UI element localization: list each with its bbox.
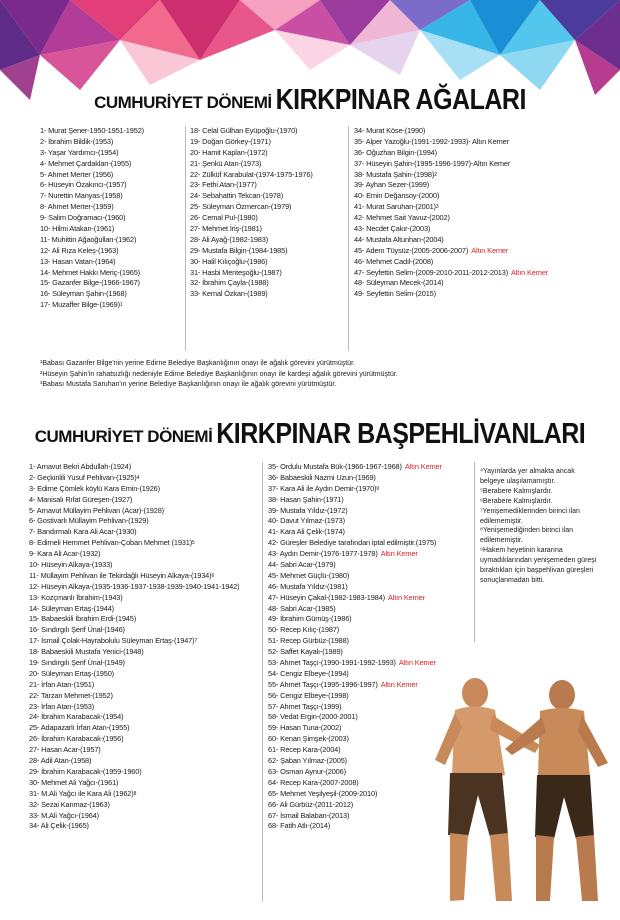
list-item <box>29 549 239 560</box>
list-item <box>29 614 239 625</box>
list-item-text: 41- Kara Ali Çelik-(1974) <box>268 527 345 537</box>
list-item <box>29 636 239 647</box>
footnote-marker: 7 <box>194 638 198 645</box>
footnote-marker: 5 <box>192 540 195 547</box>
list-item-text: 46- Mustafa Yıldız-(1981) <box>268 581 348 591</box>
list-item-text: 31- M.Ali Yağcı ile Kara Ali (1962) <box>29 788 134 798</box>
golden-belt-badge: Altın Kemer <box>404 462 442 471</box>
list-item-text: 13- Hasan Vatan-(1964) <box>40 256 116 266</box>
agha-list-column-1 <box>40 126 144 311</box>
list-item <box>29 712 239 723</box>
list-item-text: 43- Aydın Demir-(1976-1977-1978) <box>268 549 378 559</box>
list-item-text: 28- Ali Ayağ-(1982-1983) <box>190 234 269 244</box>
list-item-text: 31- Hasbi Menteşoğlu-(1987) <box>190 267 282 277</box>
list-item-text: 3- Yaşar Yardımcı-(1954) <box>40 147 119 157</box>
list-item-text: 47- Seyfettin Selim-(2009-2010-2011-2012-2013) <box>354 267 509 277</box>
list-item <box>29 625 239 636</box>
list-item-text: 10- Hüseyin Alkaya-(1933) <box>29 560 113 570</box>
list-item-text: 33- Kemal Özkan-(1989) <box>190 289 268 299</box>
list-item-text: 35- Alper Yazoğlu-(1991-1992-1993)- Altın Kemer <box>354 136 509 146</box>
list-item-text: 34- Ali Çelik-(1965) <box>29 821 89 831</box>
footnote: ⁹Hakem heyetinin kararına uymadıklarından yenişemeden güreşi bıraktıkları için başpehlivan güreşleri sonuçlanmadan bitti. <box>480 547 597 584</box>
list-item <box>29 691 239 702</box>
list-item-text: 36- Babaeskili Nazmi Uzun-(1969) <box>268 472 376 482</box>
list-item-text: 46- Mehmet Cadıl-(2008) <box>354 256 434 266</box>
footnote: ⁵Berabere Kalmışlardır. <box>480 487 553 495</box>
list-item <box>190 289 313 300</box>
list-item-text: 23- İrfan Atan-(1953) <box>29 701 95 711</box>
list-item <box>268 462 442 473</box>
list-item <box>190 180 313 191</box>
list-item-text: 11- Muhittin Ağaoğulları-(1962) <box>40 234 137 244</box>
list-item-text: 57- Ahmet Taşçı-(1999) <box>268 701 342 711</box>
list-item-text: 47- Hüseyin Çakal-(1982-1983-1984) <box>268 592 385 602</box>
baspehlivan-footnotes <box>480 467 600 586</box>
list-item <box>40 137 144 148</box>
list-item-text: 58- Vedat Ergin-(2000-2001) <box>268 712 358 722</box>
list-item <box>29 778 239 789</box>
golden-belt-badge: Altın Kemer <box>380 679 418 689</box>
list-item <box>40 268 144 279</box>
list-item-text: 14- Süleyman Ertaş-(1944) <box>29 603 114 613</box>
list-item-text: 21- Şenkü Atan-(1973) <box>190 158 262 168</box>
list-item <box>190 170 313 181</box>
list-item-text: 56- Cengiz Elbeye-(1998) <box>268 690 349 700</box>
list-item-text: 12- Ali Rıza Keleş-(1963) <box>40 245 119 255</box>
list-item <box>268 702 442 713</box>
list-item <box>354 191 548 202</box>
list-item <box>354 246 548 257</box>
list-item <box>40 257 144 268</box>
baspehlivan-list-column-2 <box>268 462 442 832</box>
list-item-text: 15- Gazanfer Bilge-(1966-1967) <box>40 278 140 288</box>
list-item-text: 26- Cemal Pul-(1980) <box>190 213 258 223</box>
list-item <box>40 180 144 191</box>
list-item-text: 55- Ahmet Taşçı-(1995-1996-1997) <box>268 679 378 689</box>
list-item <box>354 170 548 181</box>
list-item-text: 53- Ahmet Taşçı-(1990-1991-1992-1993) <box>268 658 396 668</box>
list-item <box>268 506 442 517</box>
list-item <box>190 202 313 213</box>
list-item <box>29 462 239 473</box>
list-item-text: 59- Hasan Tuna-(2002) <box>268 723 342 733</box>
list-item-text: 14- Mehmet Hakkı Meriç-(1965) <box>40 267 140 277</box>
footnote: ¹Babası Gazanfer Bilge'nin yerine Edirne Belediye Başkanlığının onayı ile ağalık görevini yürütmüştür. <box>40 360 355 367</box>
list-item <box>268 669 442 680</box>
list-item <box>268 658 442 669</box>
baspehlivan-list-column-1 <box>29 462 239 832</box>
list-item-text: 4- Mehmet Çardakları-(1955) <box>40 158 132 168</box>
list-item <box>268 821 442 832</box>
list-item <box>268 527 442 538</box>
list-item <box>268 800 442 811</box>
list-item <box>29 604 239 615</box>
list-item <box>40 213 144 224</box>
list-item-text: 25- Süleyman Özmercan-(1979) <box>190 202 292 212</box>
list-item-text: 42- Güreşler Belediye tarafından iptal edilmiştir.(1975) <box>268 538 437 548</box>
list-item-text: 60- Kenan Şimşek-(2003) <box>268 734 349 744</box>
column-divider <box>185 126 186 351</box>
list-item-text: 44- Sabri Acar-(1979) <box>268 560 336 570</box>
list-item-text: 44- Mustafa Altunhan-(2004) <box>354 234 444 244</box>
list-item <box>354 126 548 137</box>
list-item <box>268 614 442 625</box>
baspehlivan-title-main: KIRKPINAR BAŞPEHLİVANLARI <box>216 417 586 451</box>
list-item <box>268 538 442 549</box>
list-item <box>29 821 239 832</box>
list-item <box>40 300 144 311</box>
golden-belt-badge: Altın Kemer <box>511 267 548 277</box>
list-item-text: 10- Hilmi Atakan-(1961) <box>40 224 115 234</box>
list-item <box>190 257 313 268</box>
list-item <box>29 658 239 669</box>
agha-list-column-3 <box>354 126 548 300</box>
list-item <box>29 734 239 745</box>
footnote-marker: 6 <box>211 572 215 579</box>
footnote-marker: 3 <box>435 204 439 211</box>
list-item <box>268 756 442 767</box>
list-item-text: 64- Recep Kara-(2007-2008) <box>268 777 359 787</box>
list-item-text: 19- Sındırgılı Şerif Ünal-(1949) <box>29 658 125 668</box>
list-item <box>29 647 239 658</box>
list-item <box>190 278 313 289</box>
footnote-marker: 4 <box>136 474 140 481</box>
list-item <box>268 712 442 723</box>
list-item-text: 54- Cengiz Elbeye-(1994) <box>268 668 349 678</box>
list-item-text: 11- Müllayim Pehlivan ile Tekirdağlı Hüseyin Alkaya-(1934) <box>29 570 212 580</box>
list-item-text: 40- Davut Yılmaz-(1973) <box>268 516 345 526</box>
list-item <box>354 224 548 235</box>
list-item-text: 9- Salim Doğramacı-(1960) <box>40 213 126 223</box>
list-item <box>268 789 442 800</box>
agha-list-column-2 <box>190 126 313 300</box>
list-item-text: 66- Ali Gürbüz-(2011-2012) <box>268 799 354 809</box>
list-item <box>268 484 442 495</box>
list-item <box>268 549 442 560</box>
list-item <box>268 745 442 756</box>
footnote-marker: 8 <box>133 790 137 797</box>
list-item <box>29 767 239 778</box>
list-item-text: 51- Recep Gürbüz-(1988) <box>268 636 349 646</box>
list-item <box>40 278 144 289</box>
list-item <box>268 691 442 702</box>
list-item-text: 24- Sebahattin Tekcan-(1978) <box>190 191 284 201</box>
list-item-text: 16- Süleyman Şahin-(1968) <box>40 289 127 299</box>
list-item-text: 2- Geçkinlili Yusuf Pehlivan-(1925) <box>29 472 137 482</box>
list-item <box>354 268 548 279</box>
list-item <box>29 811 239 822</box>
footnote: ⁸Yenişemediğinden birinci ilan edilememiştir. <box>480 527 573 545</box>
list-item <box>268 636 442 647</box>
list-item <box>29 800 239 811</box>
list-item-text: 42- Mehmet Sait Yavuz-(2002) <box>354 213 450 223</box>
list-item <box>268 647 442 658</box>
list-item <box>40 235 144 246</box>
list-item-text: 49- İbrahim Gümüş-(1986) <box>268 614 352 624</box>
list-item <box>29 702 239 713</box>
list-item <box>29 593 239 604</box>
list-item-text: 3- Edirne Çömlek köylü Kara Emin-(1926) <box>29 483 160 493</box>
list-item <box>268 767 442 778</box>
list-item-text: 13- Kozçmanlı İbrahim-(1943) <box>29 592 123 602</box>
list-item-text: 6- Gostivarlı Müllayim Pehlivan-(1929) <box>29 516 149 526</box>
list-item <box>354 213 548 224</box>
list-item <box>354 202 548 213</box>
list-item <box>268 582 442 593</box>
list-item <box>190 213 313 224</box>
column-divider <box>262 462 263 902</box>
list-item <box>190 235 313 246</box>
footnote-marker: 9 <box>376 485 380 492</box>
list-item-text: 24- İbrahim Karabacak-(1954) <box>29 712 124 722</box>
list-item <box>268 516 442 527</box>
column-divider <box>348 126 349 351</box>
footnote: ³Babası Mustafa Saruhan'ın yerine Belediye Başkanlığının onayı ile ağalık görevini yürütmüştür. <box>40 381 337 388</box>
list-item-text: 9- Kara Ali Acar-(1932) <box>29 549 101 559</box>
golden-belt-badge: Altın Kemer <box>471 245 509 255</box>
list-item <box>29 571 239 582</box>
list-item-text: 27- Hasan Acar-(1957) <box>29 745 101 755</box>
agha-title-main: KIRKPINAR AĞALARI <box>275 83 526 117</box>
list-item-text: 18- Babaeskili Mustafa Yenici-(1948) <box>29 647 144 657</box>
list-item-text: 27- Mehmet İriş-(1981) <box>190 224 262 234</box>
list-item <box>29 538 239 549</box>
list-item-text: 48- Süleyman Mecek-(2014) <box>354 278 444 288</box>
list-item-text: 68- Fatih Atlı-(2014) <box>268 821 331 831</box>
footnote: ⁴Yayınlarda yer almakta ancak belgeye ulaşılamamıştır. <box>480 468 575 485</box>
footnote-marker: 2 <box>434 171 437 178</box>
list-item <box>40 126 144 137</box>
list-item-text: 5- Arnavut Müllayim Pehlivan (Acar)-(1928) <box>29 505 164 515</box>
list-item <box>29 756 239 767</box>
list-item-text: 33- M.Ali Yağcı-(1964) <box>29 810 99 820</box>
footnote: ⁷Yenişemediklerinden birinci ilan edilememiştir. <box>480 507 580 525</box>
list-item-text: 39- Mustafa Yıldız-(1972) <box>268 505 348 515</box>
list-item <box>268 811 442 822</box>
wrestlers-photo <box>420 665 620 915</box>
list-item-text: 41- Murat Saruhan-(2001) <box>354 202 436 212</box>
list-item-text: 19- Doğan Görkey-(1971) <box>190 136 271 146</box>
list-item <box>354 137 548 148</box>
list-item-text: 62- Şaban Yılmaz-(2005) <box>268 756 347 766</box>
list-item-text: 50- Recep Kılıç-(1987) <box>268 625 340 635</box>
list-item <box>268 778 442 789</box>
list-item <box>268 571 442 582</box>
list-item <box>268 625 442 636</box>
list-item-text: 45- Mehmet Güçlü-(1980) <box>268 570 350 580</box>
list-item-text: 8- Edirneli Hemmet Pehlivan-Çoban Mehmet (1931) <box>29 538 193 548</box>
list-item-text: 65- Mehmet Yeşilyeşil-(2009-2010) <box>268 788 378 798</box>
list-item-text: 35- Ordulu Mustafa Bük-(1966-1967-1968) <box>268 462 402 471</box>
list-item-text: 38- Mustafa Şahin-(1998) <box>354 169 435 179</box>
list-item <box>268 723 442 734</box>
list-item <box>29 506 239 517</box>
list-item <box>354 159 548 170</box>
list-item <box>268 593 442 604</box>
list-item-text: 22- Zülküf Karabulat-(1974-1975-1976) <box>190 169 313 179</box>
list-item <box>29 516 239 527</box>
list-item-text: 20- Süleyman Ertaş-(1950) <box>29 668 114 678</box>
list-item-text: 1- Murat Şener-1950-1951-1952) <box>40 126 144 135</box>
list-item-text: 8- Ahmet Merter-(1959) <box>40 202 114 212</box>
list-item-text: 12- Hüseyin Alkaya-(1935-1936-1937-1938-1939-1940-1941-1942) <box>29 581 240 591</box>
list-item-text: 63- Osman Aynur-(2006) <box>268 766 346 776</box>
list-item <box>29 582 239 593</box>
footnote-marker: 1 <box>119 302 123 309</box>
list-item <box>268 560 442 571</box>
list-item-text: 17- Muzaffer Bilge-(1969) <box>40 300 120 310</box>
list-item-text: 20- Hamit Kaplan-(1972) <box>190 147 268 157</box>
list-item-text: 38- Hasan Şahin-(1971) <box>268 494 344 504</box>
list-item-text: 1- Arnavut Bekri Abdullah-(1924) <box>29 462 132 471</box>
list-item-text: 30- Mehmet Ali Yağcı-(1961) <box>29 777 119 787</box>
list-item <box>40 202 144 213</box>
agha-title-prefix: CUMHURİYET DÖNEMİ <box>94 93 272 112</box>
list-item <box>40 159 144 170</box>
list-item <box>190 159 313 170</box>
list-item <box>190 191 313 202</box>
list-item-text: 43- Necdet Çakır-(2003) <box>354 224 431 234</box>
list-item <box>268 473 442 484</box>
list-item-text: 49- Seyfettin Selim-(2015) <box>354 289 436 299</box>
list-item <box>29 789 239 800</box>
list-item <box>40 148 144 159</box>
list-item-text: 25- Adapazarlı İrfan Atan-(1955) <box>29 723 130 733</box>
column-divider <box>474 462 475 642</box>
list-item <box>268 680 442 691</box>
list-item <box>268 734 442 745</box>
list-item-text: 4- Manisalı Rıfat Güreşen-(1927) <box>29 494 133 504</box>
footnote: ⁶Berabere Kalmışlardır. <box>480 497 553 505</box>
list-item-text: 37- Hüseyin Şahin-(1995-1996-1997)-Altın Kemer <box>354 158 511 168</box>
list-item <box>29 495 239 506</box>
list-item <box>40 289 144 300</box>
baspehlivan-title <box>0 417 620 451</box>
list-item <box>354 148 548 159</box>
list-item-text: 21- İrfan Atan-(1951) <box>29 679 95 689</box>
list-item-text: 7- Nurettin Manyas-(1958) <box>40 191 123 201</box>
list-item <box>40 246 144 257</box>
list-item-text: 67- İsmail Balaban-(2013) <box>268 810 350 820</box>
list-item-text: 37- Kara Ali ile Aydın Demir-(1970) <box>268 483 377 493</box>
list-item <box>29 560 239 571</box>
list-item <box>190 126 313 137</box>
list-item-text: 48- Sabri Acar-(1985) <box>268 603 336 613</box>
list-item-text: 17- İsmail Çolak-Hayrabolulu Süleyman Ertaş-(1947) <box>29 636 195 646</box>
list-item-text: 36- Oğuzhan Bilgin-(1994) <box>354 147 437 157</box>
list-item <box>354 278 548 289</box>
footnote: ²Hüseyin Şahin'in rahatsızlığı nedeniyle Edirne Belediye Başkanlığının onayı ile kardeşi ağalık görevini yürütmüştür. <box>40 370 398 378</box>
list-item <box>354 235 548 246</box>
list-item-text: 29- Mustafa Bilgin-(1984-1985) <box>190 245 288 255</box>
list-item <box>190 246 313 257</box>
list-item <box>354 257 548 268</box>
list-item <box>40 224 144 235</box>
list-item-text: 6- Hüseyin Özakıncı-(1957) <box>40 180 127 190</box>
list-item <box>40 191 144 202</box>
list-item-text: 32- Sezai Kanmaz-(1963) <box>29 799 110 809</box>
list-item-text: 5- Ahmet Merter (1956) <box>40 169 114 179</box>
list-item-text: 52- Saffet Kayalı-(1989) <box>268 647 343 657</box>
list-item <box>268 604 442 615</box>
list-item-text: 28- Adil Atan-(1958) <box>29 756 92 766</box>
list-item <box>29 484 239 495</box>
list-item <box>29 473 239 484</box>
list-item-text: 39- Ayhan Sezer-(1999) <box>354 180 430 190</box>
list-item-text: 7- Bandırmalı Kara Ali Acar-(1930) <box>29 527 137 537</box>
list-item-text: 18- Celal Gülhan Eyüpoğlu-(1970) <box>190 126 298 135</box>
list-item <box>354 289 548 300</box>
golden-belt-badge: Altın Kemer <box>380 549 418 559</box>
list-item-text: 45- Adem Tüysüz-(2005-2006-2007) <box>354 245 469 255</box>
list-item <box>190 224 313 235</box>
list-item <box>268 495 442 506</box>
list-item <box>29 745 239 756</box>
golden-belt-badge: Altın Kemer <box>398 658 436 668</box>
baspehlivan-title-prefix: CUMHURİYET DÖNEMİ <box>34 427 213 446</box>
list-item-text: 61- Recep Kara-(2004) <box>268 745 341 755</box>
agha-footnotes <box>40 359 600 391</box>
list-item-text: 30- Halil Kılıçoğlu-(1986) <box>190 256 268 266</box>
list-item-text: 26- İbrahim Karabacak-(1956) <box>29 734 124 744</box>
list-item-text: 34- Murat Köse-(1990) <box>354 126 426 135</box>
list-item <box>190 137 313 148</box>
list-item <box>354 180 548 191</box>
list-item <box>190 268 313 279</box>
agha-title <box>0 83 620 117</box>
list-item-text: 15- Babaeskili İbrahim Erdi-(1945) <box>29 614 137 624</box>
list-item <box>29 669 239 680</box>
list-item-text: 29- İbrahim Karabacak-(1959-1960) <box>29 766 142 776</box>
list-item-text: 2- İbrahim Bildik-(1953) <box>40 136 114 146</box>
golden-belt-badge: Altın Kemer <box>387 592 425 602</box>
list-item <box>29 723 239 734</box>
list-item <box>190 148 313 159</box>
list-item-text: 32- İbrahim Çayla-(1988) <box>190 278 269 288</box>
list-item <box>29 527 239 538</box>
list-item <box>40 170 144 181</box>
list-item <box>29 680 239 691</box>
list-item-text: 40- Emin Değansoy-(2000) <box>354 191 440 201</box>
list-item-text: 23- Fethi Atan-(1977) <box>190 180 257 190</box>
list-item-text: 16- Sındırgılı Şerif Ünal-(1946) <box>29 625 125 635</box>
list-item-text: 22- Tarzan Mehmet-(1952) <box>29 690 113 700</box>
